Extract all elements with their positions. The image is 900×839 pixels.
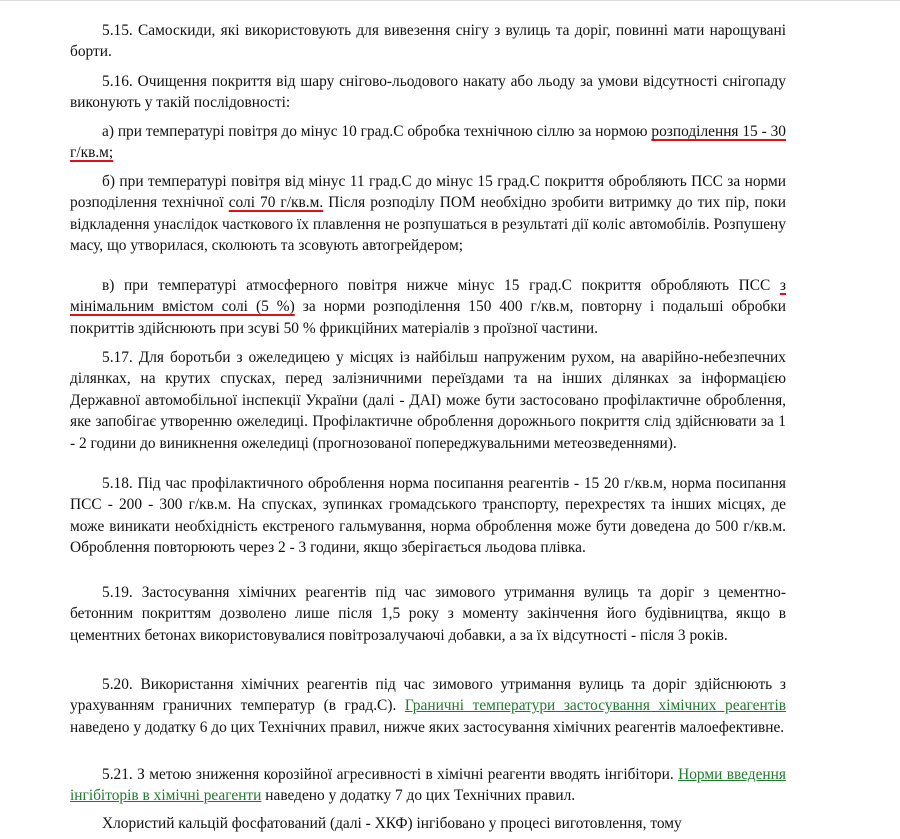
p520-rest: наведено у додатку 6 до цих Технічних правил, нижче яких застосування хімічних реагентів малоефективне.: [70, 718, 785, 736]
paragraph-5-16: 5.16. Очищення покриття від шару снігово-льодового накату або льоду за умови відсутності снігопаду виконують у такій послідовності:: [70, 73, 786, 112]
top-divider: [0, 0, 900, 5]
item-c-rest: за норми розподілення 150 400 г/кв.м, повторну і подальші обробки покриттів здійснюють при зсуві 50 % фрикційних матеріалів з проїзної частини.: [70, 298, 786, 337]
paragraph-5-20: [70, 674, 786, 738]
paragraph-5-16-a: [70, 121, 786, 164]
item-b-text: б) при температурі повітря від мінус 11 град.С до мінус 15 град.С покриття обробляють ПСС за норми розподілення технічної: [70, 173, 786, 212]
paragraph-5-18: 5.18. Під час профілактичного оброблення норма посипання реагентів - 15 20 г/кв.м, норма посипання ПСС - 200 - 300 г/кв.м. На спусках, зупинках громадського транспорту, перехрестях та інших місцях, де може виникати необхідність екстреного гальмування, норма оброблення може бути доведена до 500 г/кв.м. Оброблення повторюють через 2 - 3 години, якщо зберігається льодова плівка.: [70, 475, 786, 557]
paragraph-5-17: 5.17. Для боротьби з ожеледицею у місцях із найбільш напруженим рухом, на аварійно-небезпечних ділянках, на крутих спусках, перед залізничними переїздами та на інших ділянках за інформацією Державної автомобільної інспекції України (далі - ДАІ) може бути застосовано профілактичне оброблення, яке запобігає утворенню ожеледиці. Профілактичне оброблення дорожнього покриття слід здійснювати за 1 - 2 години до виникнення ожеледиці (прогнозованої попереджувальними метеозведеннями).: [70, 349, 786, 452]
paragraph-5-16-c: [70, 275, 786, 339]
item-b-rest: Після розподілу ПОМ необхідно зробити витримку до тих пір, поки відкладення унаслідок часткового їх плавлення не розпушаться в результаті дії коліс автомобілів. Розпушену масу, що утворилася, сколюють та зсовують автогрейдером;: [70, 194, 786, 255]
paragraph-5-15: 5.15. Самоскиди, які використовують для вивезення снігу з вулиць та доріг, повинні мати нарощувані борти.: [70, 22, 786, 61]
p520-text: 5.20. Використання хімічних реагентів під час зимового утримання вулиць та доріг здійснюють з урахуванням граничних температур (в град.С).: [70, 676, 786, 715]
item-b-highlight: солі 70 г/кв.м.: [228, 194, 324, 212]
item-c-text: в) при температурі атмосферного повітря нижче мінус 15 град.С покриття обробляють ПСС: [102, 277, 780, 294]
paragraph-5-21: [70, 764, 786, 807]
paragraph-5-19: 5.19. Застосування хімічних реагентів під час зимового утримання вулиць та доріг з цементно-бетонним покриттям дозволено лише після 1,5 року з моменту закінчення його будівництва, якщо в цементних бетонах використовувалися повітрозалучаючі добавки, а за їх відсутності - після 3 років.: [70, 584, 786, 644]
link-limit-temperatures[interactable]: Граничні температури застосування хімічних реагентів: [404, 697, 786, 715]
link-inhibitor-norms[interactable]: Норми введення інгібіторів в хімічні реагенти: [70, 766, 786, 805]
item-a-text: а) при температурі повітря до мінус 10 град.С обробка технічною сіллю за нормою: [102, 123, 652, 140]
item-c-highlight: з мінімальним вмістом солі (5 %): [70, 277, 786, 316]
p521-text: 5.21. З метою зниження корозійної агресивності в хімічні реагенти вводять інгібітори.: [102, 766, 679, 783]
p521-rest: наведено у додатку 7 до цих Технічних правил.: [261, 787, 576, 805]
paragraph-5-16-b: [70, 171, 786, 257]
paragraph-last: Хлористий кальцій фосфатований (далі - ХКФ) інгібовано у процесі виготовлення, тому: [102, 815, 682, 832]
item-a-highlight: розподілення 15 - 30 г/кв.м;: [70, 123, 786, 162]
